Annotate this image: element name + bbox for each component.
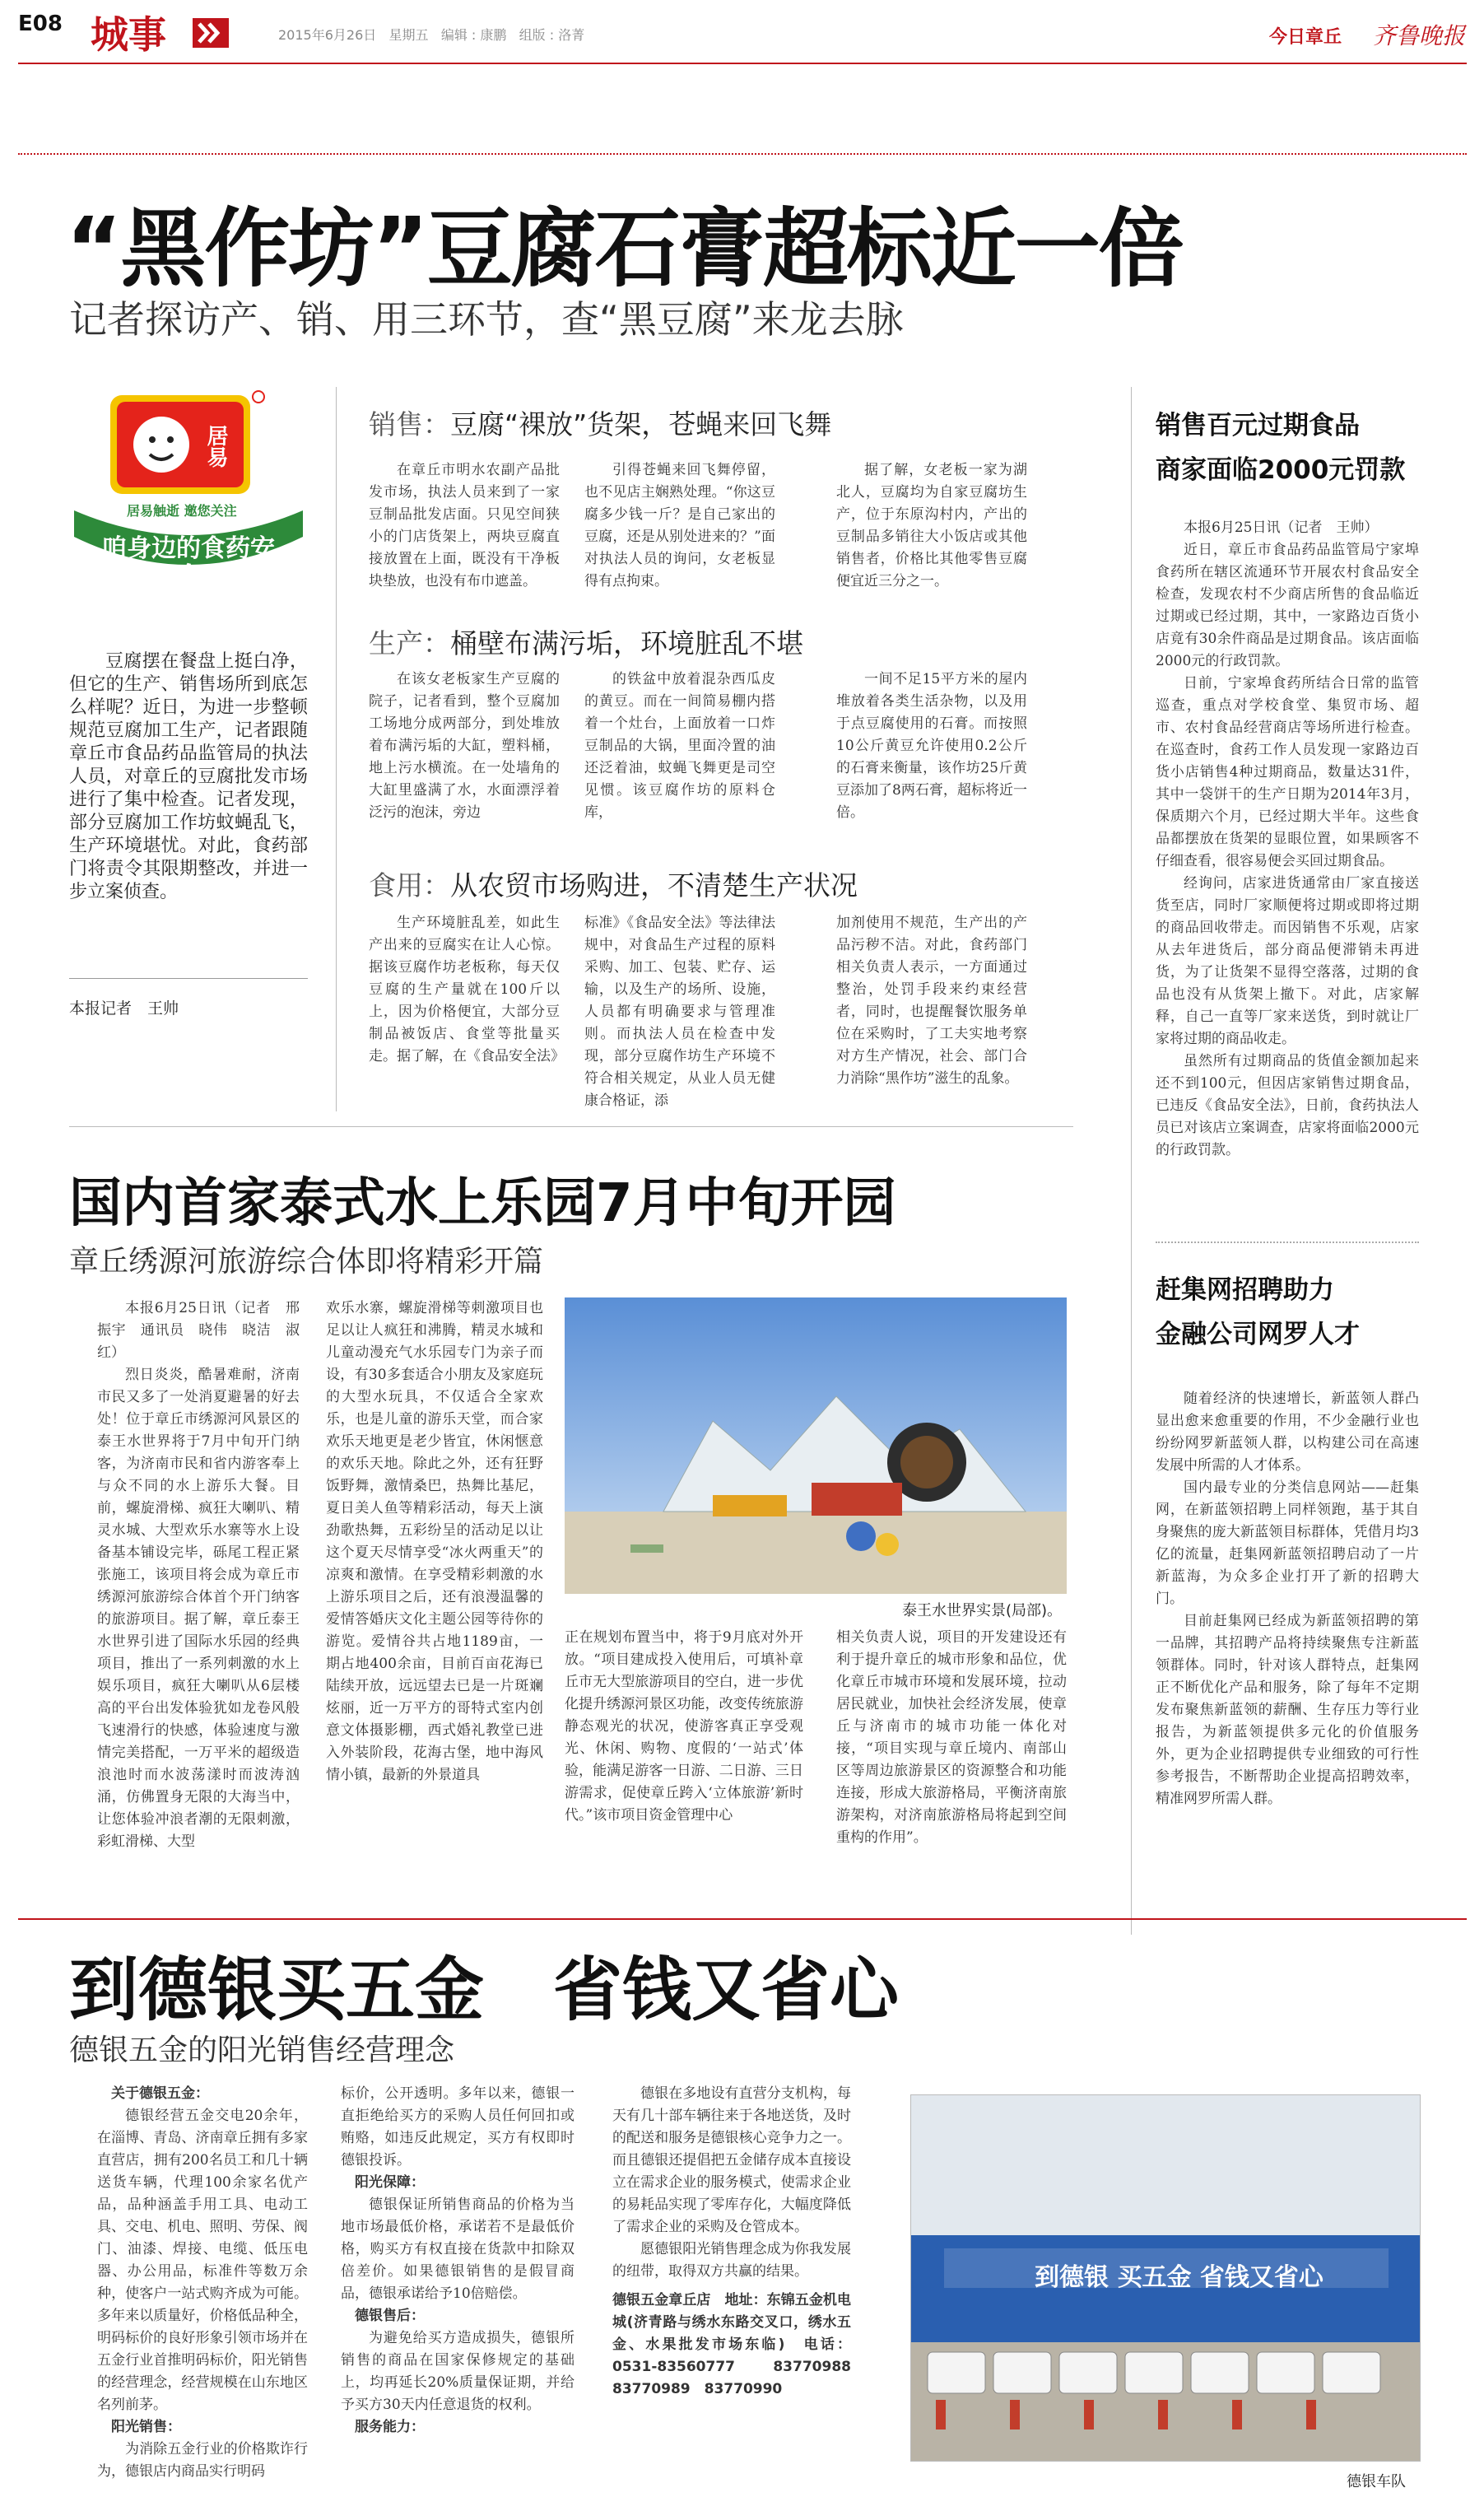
right-column-divider (1131, 387, 1132, 1935)
sec1-label: 销售 (369, 408, 423, 440)
story3-top-rule (18, 1918, 1467, 1920)
side1-para4: 虽然所有过期商品的货值金额加起来还不到100元，但因店家销售过期食品，已违反《食品安全法》，日前，食药执法人员已对该店立案调查，店家将面临2000元的行政罚款。 (1156, 1053, 1419, 1158)
story1-intro: 豆腐摆在餐盘上挺白净，但它的生产、销售场所到底怎么样呢？近日，为进一步整顿规范豆腐加工生产，记者跟随章丘市食品药品监管局的执法人员，对章丘的豆腐批发市场进行了集中检查。记者发现，部分豆腐加工作坊蚊蝇乱飞，生产环境堪忧。对此，食药部门将责令其限期整改，并进一步立案侦查。 (69, 651, 308, 902)
side2-para2: 国内最专业的分类信息网站——赶集网，在新蓝领招聘上同样领跑，基于其自身聚焦的庞大新蓝领目标群体，凭借月均3亿的流量，赶集网新蓝领招聘启动了一片新蓝海，为众多企业打开了新的招聘大门。 (1156, 1479, 1419, 1607)
side2-title (1156, 1268, 1360, 1357)
logo-banner: 咱身边的食药安全 (102, 534, 275, 591)
side1-para2: 日前，宁家埠食药所结合日常的监管巡查，重点对学校食堂、集贸市场、超市、农村食品经营商店等场所进行检查。在巡查时，食药工作人员发现一家路边百货小店销售4种过期商品，数量达31件，其中一袋饼干的生产日期为2014年3月，保质期六个月，已经过期大半年。这些食品都摆放在货架的显眼位置，如果顾客不仔细查看，很容易便会买回过期食品。 (1156, 675, 1419, 869)
s3c2-head2: 德银售后： (355, 2308, 425, 2324)
dealer-sign: 到德银 买五金 省钱又省心 (1035, 2263, 1324, 2292)
side1-byline: 本报6月25日讯（记者 王帅） (1184, 519, 1379, 536)
side2-para3: 目前赶集网已经成为新蓝领招聘的第一品牌，其招聘产品将持续聚焦专注新蓝领群体。同时，针对该人群特点，赶集网正不断优化产品和服务，除了每年不定期发布聚焦新蓝领的薪酬、生存压力等行业报告，为新蓝领提供多元化的价值服务外，更为企业招聘提供专业细致的可行性参考报告，不断帮助企业提高招聘效率，精准网罗所需人群。 (1156, 1613, 1419, 1807)
sec1-col1: 在章丘市明水农副产品批发市场，执法人员来到了一家豆制品批发店面。只见空间狭小的门店货架上，两块豆腐直接放置在上面，既没有干净板块垫放，也没有布巾遮盖。 (369, 462, 560, 589)
header-dotted-rule (18, 153, 1467, 155)
story1-bottom-rule (69, 1126, 1073, 1127)
header-weekday: 星期五 (388, 27, 429, 43)
sec3-col2: 标准》《食品安全法》等法律法规中，对食品生产过程的原料采购、加工、包装、贮存、运输，以及生产的场所、设施，人员都有明确要求与管理准则。而执法人员在检查中发现，部分豆腐作坊生产环境不符合相关规定，从业人员无健康合格证，添 (584, 915, 775, 1109)
food-safety-logo (69, 387, 308, 601)
water-park-photo (565, 1297, 1067, 1594)
side1-title (1156, 403, 1405, 492)
story1-left-divider (336, 387, 337, 1111)
story2-col1 (97, 1297, 300, 1869)
story3-headline: 到德银买五金 省钱又省心 (69, 1950, 900, 2030)
logo-tagline: 居易触逝 邀您关注 (127, 503, 237, 519)
section-chevron-icon (193, 18, 229, 48)
s3c2-para1: 标价，公开透明。多年以来，德银一直拒绝给买方的采购人员任何回扣或贿赂，如违反此规定，买方有权即时德银投诉。 (341, 2085, 575, 2169)
sec2-label: 生产 (369, 627, 423, 659)
dealer-fleet-photo (910, 2094, 1421, 2462)
sec2-col3: 一间不足15平方米的屋内堆放着各类生活杂物，以及用于点豆腐使用的石膏。而按照10公斤黄豆允许使用0.2公斤的石膏来衡量，该作坊25斤黄豆添加了8两石膏，超标将近一倍。 (836, 671, 1027, 821)
dealer-fleet-caption: 德银车队 (1347, 2473, 1406, 2490)
story2-col2: 欢乐水寨，螺旋滑梯等刺激项目也足以让人疯狂和沸腾，精灵水城和儿童动漫充气水乐园专门为亲子而设，有30多套适合小朋友及家庭玩的大型水玩具，不仅适合全家欢乐，也是儿童的游乐天堂，而合家欢乐天地更是老少皆宜，休闲惬意的欢乐天地。除此之外，还有狂野饭野舞，激情桑巴，热舞比基尼，夏日美人鱼等精彩活动，每天上演劲歌热舞，五彩纷呈的活动足以让这个夏天尽情享受“冰火两重天”的凉爽和激情。在享受精彩刺激的水上游乐项目之后，还有浪漫温馨的爱情答婚庆文化主题公园等待你的游览。爱情谷共占地1189亩，一期占地400余亩，目前百亩花海已陆续开放，远远望去已是一片斑斓炫丽，近一万平方的哥特式室内创意文体摄影棚，西式婚礼教堂已进入外装阶段，花海古堡，地中海风情小镇，最新的外景道具 (326, 1300, 543, 1783)
s3c1-head2: 阳光销售： (111, 2419, 181, 2435)
s3c2-para2: 德银保证所销售商品的价格为当地市场最低价格，承诺若不是最低价格，购买方有权直接在货款中扣除双倍差价。如果德银销售的是假冒商品，德银承诺给予10倍赔偿。 (341, 2197, 575, 2302)
sec1-title: 豆腐“裸放”货架，苍蝇来回飞舞 (450, 408, 832, 440)
side2-para1: 随着经济的快速增长，新蓝领人群凸显出愈来愈重要的作用，不少金融行业也纷纷网罗新蓝领人群，以构建公司在高速发展中所需的人才体系。 (1156, 1391, 1419, 1474)
sec3-col3: 加剂使用不规范，生产出的产品污秽不洁。对此，食药部门相关负责人表示，一方面通过整治，处罚手段来约束经营者，同时，也提醒餐饮服务单位在采购时，了工夫实地考察对方生产情况，社会、部门合力消除“黑作坊”滋生的乱象。 (836, 915, 1027, 1087)
story2-col4: 相关负责人说，项目的开发建设还有利于提升章丘的城市形象和品位，优化章丘市城市环境和发展环境，拉动居民就业，加快社会经济发展，使章丘与济南市的城市功能一体化对接，“项目实现与章丘境内、南部山区等周边旅游景区的资源整合和功能连接，形成大旅游格局，平衡济南旅游架构，对济南旅游格局将起到空间重构的作用”。 (836, 1629, 1067, 1846)
story3-subhead: 德银五金的阳光销售经营理念 (69, 2033, 455, 2067)
sec2-col1: 在该女老板家生产豆腐的院子，记者看到，整个豆腐加工场地分成两部分，到处堆放着布满污垢的大缸，塑料桶，地上污水横流。在一处墙角的大缸里盛满了水，水面漂浮着泛污的泡沫，旁边 (369, 671, 560, 821)
s3c1-para2: 为消除五金行业的价格欺诈行为，德银店内商品实行明码 (97, 2441, 308, 2480)
side1-body (1156, 517, 1419, 1209)
water-park-photo-art (565, 1297, 1067, 1594)
side1-para3: 经询问，店家进货通常由厂家直接送货至店，同时厂家顺便将过期或即将过期的商品回收带走。而因销售不乐观，店家从去年进货后，部分商品便滞销未再进货，为了让货架不显得空落落，过期的食品也没有从货架上撤下。对此，店家解释，自己一直等厂家来送货，到时就让厂家将过期的商品收走。 (1156, 875, 1419, 1047)
s3c3-address: 德银五金章丘店 地址：东锦五金机电城(济青路与绣水东路交叉口，绣水五金、水果批发市场东临) 电话：0531-83560777 83770988 83770989 83770990 (612, 2292, 865, 2397)
s3c2-para3: 为避免给买方造成损失，德银所销售的商品在国家保修规定的基础上，均再延长20%质量保证期，并给予买方30天内任意退货的权利。 (341, 2330, 575, 2413)
sec3-col1: 生产环境脏乱差，如此生产出来的豆腐实在让人心惊。据该豆腐作坊老板称，每天仅豆腐的生产量就在100斤以上，因为价格便宜，大部分豆制品被饭店、食堂等批量买走。据了解，在《食品安全法》 (369, 915, 565, 1064)
side1-para1: 近日，章丘市食品药品监管局宁家埠食药所在辖区流通环节开展农村食品安全检查，发现农村不少商店所售的食品临近过期或已经过期，其中，一家路边百货小店竟有30余件商品是过期食品。该店面临2000元的行政罚款。 (1156, 542, 1419, 669)
story3-col1 (97, 2083, 308, 2495)
side1-title-line2: 商家面临2000元罚款 (1156, 455, 1406, 485)
column-name: 今日章丘 (1269, 27, 1342, 48)
story1-sec2-heading: 生产：桶壁布满污垢，环境脏乱不堪 (369, 627, 803, 659)
story2-subhead: 章丘绣源河旅游综合体即将精彩开篇 (69, 1245, 544, 1279)
s3c3-para2: 愿德银阳光销售理念成为你我发展的纽带，取得双方共赢的结果。 (612, 2241, 851, 2280)
sec1-col2: 引得苍蝇来回飞舞停留，也不见店主娴熟处理。“你这豆腐多少钱一斤？是自己家出的豆腐，还是从别处进来的？”面对执法人员的询问，女老板显得有点拘束。 (584, 462, 775, 589)
s3c2-head1: 阳光保障： (355, 2174, 425, 2191)
story1-byline: 本报记者 王帅 (69, 999, 179, 1018)
story1-sec1-heading: 销售：豆腐“裸放”货架，苍蝇来回飞舞 (369, 408, 832, 440)
section-title: 城事 (91, 12, 166, 57)
story2-col1-text: 烈日炎炎，酷暑难耐，济南市民又多了一处消夏避暑的好去处！位于章丘市绣源河风景区的泰王水世界将于7月中旬开门纳客，为济南市民和省内游客奉上与众不同的水上游乐大餐。目前，螺旋滑梯、疯狂大喇叭、精灵水城、大型欢乐水寨等水上设备基本铺设完毕，砾尾工程正紧张施工，该项目将会成为章丘市绣源河旅游综合体首个开门纳客的旅游项目。据了解，章丘泰王水世界引进了国际水乐园的经典项目，推出了一系列刺激的水上娱乐项目，疯狂大喇叭从6层楼高的平台出发体验犹如龙卷风般飞速滑行的快感，体验速度与激情完美搭配，一万平米的超级造浪池时而水波荡漾时而波涛汹涌，仿佛置身无限的大海当中，让您体验冲浪者潮的无限刺激，彩虹滑梯、大型 (97, 1367, 300, 1850)
sec3-label: 食用 (369, 869, 423, 901)
s3c3-para1: 德银在多地设有直营分支机构，每天有几十部车辆往来于各地送货，及时的配送和服务是德银核心竞争力之一。而且德银还提倡把五金储存成本直接设立在需求企业的服务模式，使需求企业的易耗品实现了零库存化，大幅度降低了需求企业的采购及仓管成本。 (612, 2085, 851, 2235)
side2-body (1156, 1388, 1419, 1882)
sec2-col2: 的铁盆中放着混杂西瓜皮的黄豆。而在一间简易棚内搭着一个灶台，上面放着一口炸豆制品的大锅，里面冷置的油还泛着油，蚊蝇飞舞更是司空见惯。该豆腐作坊的原料仓库， (584, 671, 775, 821)
side2-title-line1: 赶集网招聘助力 (1156, 1275, 1334, 1305)
story2-byline: 本报6月25日讯（记者 邢振宇 通讯员 晓伟 晓洁 淑红） (97, 1300, 300, 1361)
story3-col2 (341, 2083, 575, 2495)
story3-col3 (612, 2083, 865, 2495)
story1-sec3-heading: 食用：从农贸市场购进，不清楚生产状况 (369, 869, 858, 901)
side-divider (1156, 1242, 1419, 1243)
story1-headline: “黑作坊”豆腐石膏超标近一倍 (66, 198, 1183, 299)
s3c1-para1: 德银经营五金交电20余年，在淄博、青岛、济南章丘拥有多家直营店，拥有200名员工和几十辆送货车辆，代理100余家名优产品，品种涵盖手用工具、电动工具、交电、机电、照明、劳保、阀门、油漆、焊接、电缆、低压电器、办公用品，标准件等数万余种，使客户一站式购齐成为可能。多年来以质量好，价格低品种全，明码标价的良好形象引领市场并在五金行业首推明码标价，阳光销售的经营理念，经营规模在山东地区名列前茅。 (97, 2108, 308, 2413)
side2-title-line2: 金融公司网罗人才 (1156, 1320, 1360, 1349)
page-number: E08 (18, 12, 63, 36)
header-meta (278, 25, 584, 44)
logo-badge: 居易 (203, 425, 228, 468)
header-date: 2015年6月26日 (278, 27, 377, 43)
story2-headline: 国内首家泰式水上乐园7月中旬开园 (69, 1173, 896, 1234)
s3c2-head3: 服务能力： (355, 2419, 425, 2435)
sec2-title: 桶壁布满污垢，环境脏乱不堪 (450, 627, 803, 659)
header-layout: 组版 : 洛菁 (519, 27, 585, 43)
story1-subhead: 记者探访产、销、用三环节，查“黑豆腐”来龙去脉 (69, 297, 904, 342)
water-park-photo-caption: 泰王水世界实景(局部)。 (902, 1602, 1063, 1619)
header-editor: 编辑 : 康鹏 (440, 27, 507, 43)
sec1-col3: 据了解，女老板一家为湖北人，豆腐均为自家豆腐坊生产，位于东原沟村内，产出的豆制品多销往大小饭店或其他销售者，价格比其他零售豆腐便宜近三分之一。 (836, 462, 1027, 589)
paper-name: 齐鲁晚报 (1373, 22, 1466, 49)
side1-title-line1: 销售百元过期食品 (1156, 411, 1360, 440)
header-rule (18, 63, 1467, 64)
sec3-title: 从农贸市场购进，不清楚生产状况 (450, 869, 858, 901)
story2-col3: 正在规划布置当中，将于9月底对外开放。“项目建成投入使用后，可填补章丘市无大型旅游项目的空白，进一步优化提升绣源河景区功能，改变传统旅游静态观光的状况，使游客真正享受观光、休闲、购物、度假的‘一站式’体验，能满足游客一日游、二日游、三日游需求，促使章丘跨入‘立体旅游’新时代。”该市项目资金管理中心 (565, 1629, 803, 1824)
story1-intro-rule (69, 978, 308, 979)
s3c1-head1: 关于德银五金： (111, 2085, 209, 2102)
